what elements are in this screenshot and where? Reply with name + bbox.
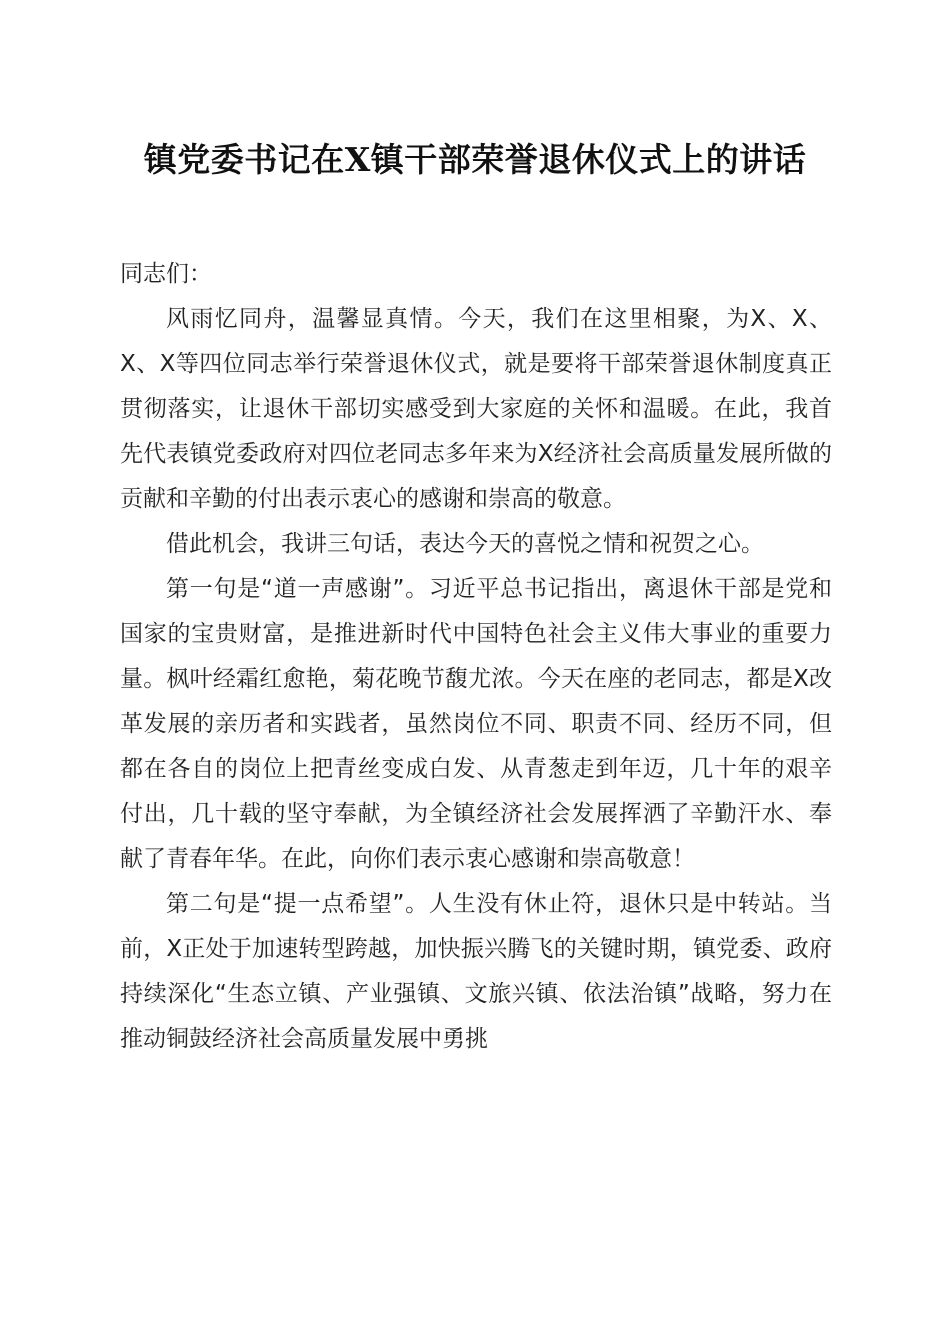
salutation: 同志们：	[120, 261, 212, 287]
paragraph-intro: 借此机会，我讲三句话，表达今天的喜悦之情和祝贺之心。	[166, 531, 764, 557]
paragraph-first-point: 第一句是“道一声感谢”。习近平总书记指出，离退休干部是党和国家的宝贵财富，是推进新时代中国特色社会主义伟大事业的重要力量。枫叶经霜红愈艳，菊花晚节馥尤浓。今天在座的老同志，都是X改革发展的亲历者和实践者，虽然岗位不同、职责不同、经历不同，但都在各自的岗位上把青丝变成白发、从青葱走到年迈，几十年的艰辛付出，几十载的坚守奉献，为全镇经济社会发展挥洒了辛勤汗水、奉献了青春年华。在此，向你们表示衷心感谢和崇高敬意！	[120, 576, 832, 872]
document-body	[120, 252, 832, 1062]
document-title: 镇党委书记在X镇干部荣誉退休仪式上的讲话	[143, 140, 807, 179]
paragraph-opening: 风雨忆同舟，温馨显真情。今天，我们在这里相聚，为X、X、X、X等四位同志举行荣誉退休仪式，就是要将干部荣誉退休制度真正贯彻落实，让退休干部切实感受到大家庭的关怀和温暖。在此，我首先代表镇党委政府对四位老同志多年来为X经济社会高质量发展所做的贡献和辛勤的付出表示衷心的感谢和崇高的敬意。	[120, 306, 832, 512]
paragraph-second-point: 第二句是“提一点希望”。人生没有休止符，退休只是中转站。当前，X正处于加速转型跨越，加快振兴腾飞的关键时期，镇党委、政府持续深化“生态立镇、产业强镇、文旅兴镇、依法治镇”战略，努力在推动铜鼓经济社会高质量发展中勇挑	[120, 891, 832, 1052]
